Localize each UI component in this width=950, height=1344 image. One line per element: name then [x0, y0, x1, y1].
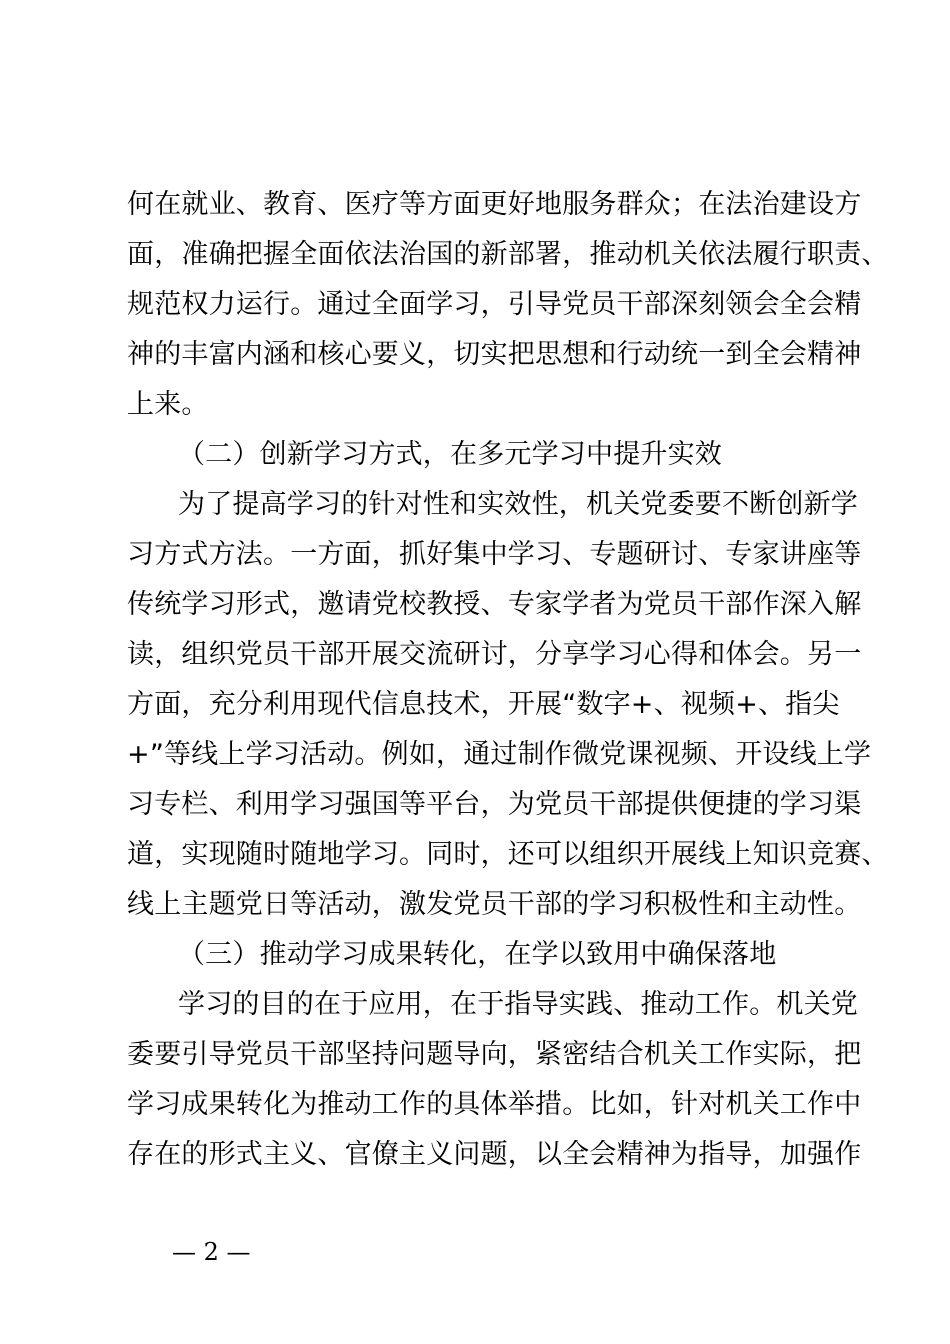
- body-text-line: 学习的目的在于应用，在于指导实践、推动工作。机关党: [178, 989, 858, 1020]
- section-heading: （二）创新学习方式，在多元学习中提升实效: [178, 439, 722, 470]
- body-text-line: 传统学习形式，邀请党校教授、专家学者为党员干部作深入解: [127, 589, 862, 620]
- body-text-line: 何在就业、教育、医疗等方面更好地服务群众；在法治建设方: [127, 189, 862, 220]
- body-text-line: 道，实现随时随地学习。同时，还可以组织开展线上知识竞赛、: [127, 839, 889, 870]
- body-text-line: 方面，充分利用现代信息技术，开展“数字+、视频+、指尖: [127, 689, 840, 720]
- body-text-line: 线上主题党日等活动，激发党员干部的学习积极性和主动性。: [127, 889, 862, 920]
- body-text-line: 面，准确把握全面依法治国的新部署，推动机关依法履行职责、: [127, 239, 889, 270]
- body-text-line: 习专栏、利用学习强国等平台，为党员干部提供便捷的学习渠: [127, 789, 862, 820]
- body-text-line: 为了提高学习的针对性和实效性，机关党委要不断创新学: [178, 489, 858, 520]
- body-text-line: 习方式方法。一方面，抓好集中学习、专题研讨、专家讲座等: [127, 539, 862, 570]
- body-text-line: 存在的形式主义、官僚主义问题，以全会精神为指导，加强作: [127, 1139, 862, 1170]
- body-text-line: 委要引导党员干部坚持问题导向，紧密结合机关工作实际，把: [127, 1039, 862, 1070]
- body-text-line: +”等线上学习活动。例如，通过制作微党课视频、开设线上学: [127, 739, 872, 770]
- body-text-line: 神的丰富内涵和核心要义，切实把思想和行动统一到全会精神: [127, 339, 862, 370]
- section-heading: （三）推动学习成果转化，在学以致用中确保落地: [178, 939, 777, 970]
- page-number: — 2 —: [172, 1238, 251, 1266]
- body-text-line: 上来。: [127, 389, 209, 420]
- body-text-line: 规范权力运行。通过全面学习，引导党员干部深刻领会全会精: [127, 289, 862, 320]
- body-text-line: 读，组织党员干部开展交流研讨，分享学习心得和体会。另一: [127, 639, 862, 670]
- body-text-line: 学习成果转化为推动工作的具体举措。比如，针对机关工作中: [127, 1089, 862, 1120]
